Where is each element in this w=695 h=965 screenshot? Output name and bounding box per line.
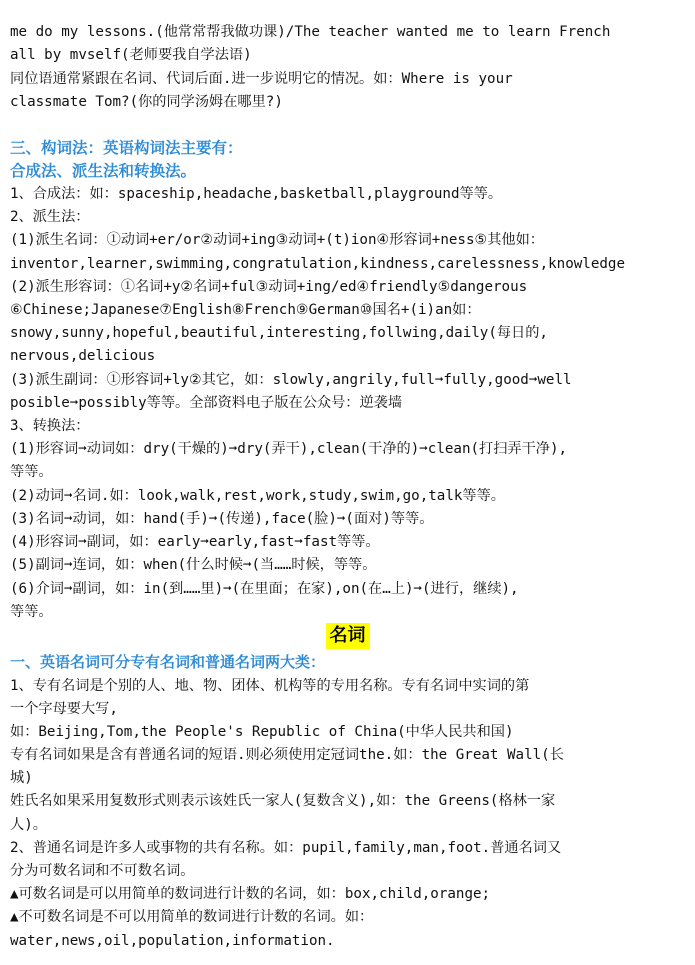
text-line: 一个字母要大写,	[10, 701, 118, 717]
text-line: 城)	[10, 770, 33, 786]
text-line: (3)名词➞动词，如：hand(手)➞(传递),face(脸)➞(面对)等等。	[10, 511, 434, 527]
title-wrapper	[0, 623, 695, 651]
text-line: (5)副词➞连词，如：when(什么时候➞(当……时候，等等。	[10, 557, 377, 573]
text-line: me do my lessons.(他常常帮我做功课)/The teacher wanted me to learn French	[10, 24, 611, 40]
section-heading-word-formation: 三、构词法：英语构词法主要有：	[10, 139, 243, 157]
text-line: 2、普通名词是许多人或事物的共有名称。如：pupil,family,man,foot.普通名词又	[10, 840, 562, 856]
text-line: ▲可数名词是可以用简单的数词进行计数的名词，如：box,child,orange;	[10, 886, 491, 902]
text-line: 等等。	[10, 604, 53, 620]
text-line: (1)形容词➞动词如：dry(干燥的)➞dry(弄干),clean(干净的)➞clean(打扫弄干净),	[10, 441, 568, 457]
text-line: 同位语通常紧跟在名词、代词后面.进一步说明它的情况。如：Where is your	[10, 71, 513, 87]
text-line: ⑥Chinese;Japanese⑦English⑧French⑨German⑩国名+(i)an如：	[10, 302, 481, 318]
page-title-nouns: 名词	[326, 623, 370, 649]
text-line: 专有名词如果是含有普通名词的短语.则必须使用定冠词the.如：the Great Wall(长	[10, 747, 564, 763]
text-line: inventor,learner,swimming,congratulation,kindness,carelessness,knowledge	[10, 256, 625, 272]
text-line: snowy,sunny,hopeful,beautiful,interesting,follwing,daily(每日的,	[10, 325, 548, 341]
text-line: water,news,oil,population,information.	[10, 933, 335, 949]
text-line: 1、合成法：如：spaceship,headache,basketball,playground等等。	[10, 186, 503, 202]
text-line: (2)派生形容词：①名词+y②名词+ful③动词+ing/ed④friendly⑤dangerous	[10, 279, 528, 295]
text-line: 分为可数名词和不可数名词。	[10, 863, 195, 879]
text-line: all by mvself(老师要我自学法语)	[10, 47, 252, 63]
section-heading-word-formation-methods: 合成法、派生法和转换法。	[10, 162, 197, 180]
section-heading-noun-types: 一、英语名词可分专有名词和普通名词两大类：	[10, 653, 326, 671]
text-line: (3)派生副词：①形容词+ly②其它，如：slowly,angrily,full➞fully,good➞well	[10, 372, 572, 388]
text-line: (6)介词➞副词，如：in(到……里)➞(在里面；在家),on(在…上)➞(进行，继续),	[10, 581, 519, 597]
text-line: 等等。	[10, 464, 53, 480]
text-line: (2)动词➞名词.如：look,walk,rest,work,study,swim,go,talk等等。	[10, 488, 505, 504]
text-line: 人)。	[10, 817, 47, 833]
text-line: 3、转换法：	[10, 418, 90, 434]
text-line: posible➞possibly等等。全部资料电子版在公众号：逆袭墙	[10, 395, 403, 411]
text-line: 如：Beijing,Tom,the People's Republic of China(中华人民共和国)	[10, 724, 514, 740]
text-line: nervous,delicious	[10, 348, 156, 364]
text-line: 1、专有名词是个别的人、地、物、团体、机构等的专用名称。专有名词中实词的第	[10, 678, 530, 694]
text-line: 2、派生法：	[10, 209, 90, 225]
text-line: ▲不可数名词是不可以用简单的数词进行计数的名词。如：	[10, 909, 374, 925]
text-line: classmate Tom?(你的同学汤姆在哪里?)	[10, 94, 283, 110]
text-line: 姓氏名如果采用复数形式则表示该姓氏一家人(复数含义),如：the Greens(格林一家	[10, 793, 556, 809]
text-line: (4)形容词➞副词，如：early➞early,fast➞fast等等。	[10, 534, 380, 550]
text-line: (1)派生名词：①动词+er/or②动词+ing③动词+(t)ion④形容词+ness⑤其他如：	[10, 232, 544, 248]
